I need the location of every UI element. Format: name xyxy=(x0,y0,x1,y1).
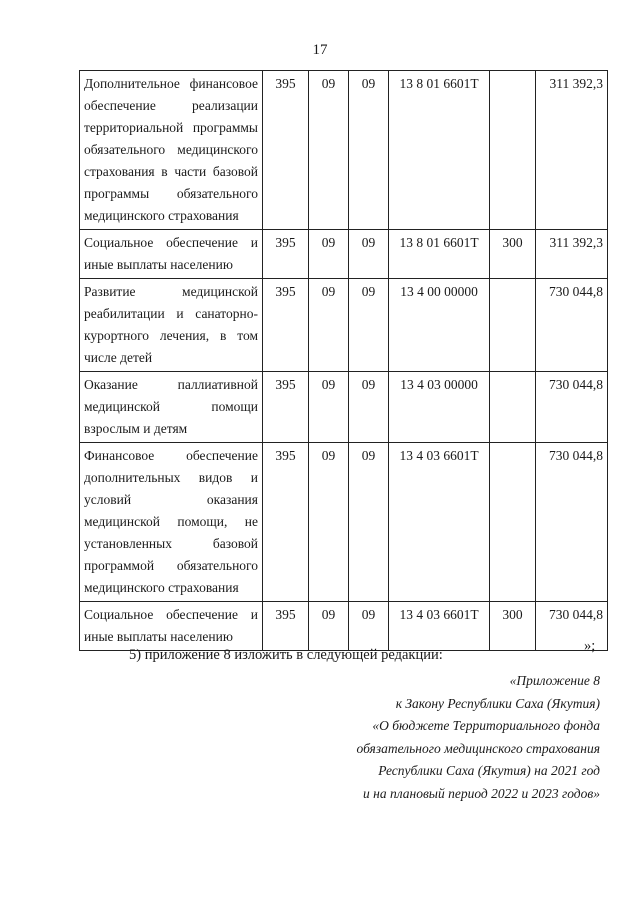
admin-code: 395 xyxy=(263,443,309,602)
target-code: 13 4 03 00000 xyxy=(389,372,490,443)
expense-type xyxy=(490,443,536,602)
amount: 311 392,3 xyxy=(536,71,608,230)
admin-code: 395 xyxy=(263,602,309,651)
expense-type xyxy=(490,372,536,443)
target-code: 13 4 03 6601Т xyxy=(389,602,490,651)
subsection-code: 09 xyxy=(349,602,389,651)
target-code: 13 4 00 00000 xyxy=(389,279,490,372)
expense-type xyxy=(490,279,536,372)
appendix-header xyxy=(280,670,600,805)
admin-code: 395 xyxy=(263,71,309,230)
row-name: Дополнительное финансовое обеспечение реализации территориальной программы обязательного медицинского страхования в части базовой программы обязательного медицинского страхования xyxy=(80,71,263,230)
amount: 730 044,8 xyxy=(536,443,608,602)
closing-quote: »; xyxy=(584,638,596,654)
section-code: 09 xyxy=(309,279,349,372)
table-row xyxy=(80,230,608,279)
amount: 730 044,8 xyxy=(536,602,608,651)
subsection-code: 09 xyxy=(349,279,389,372)
subsection-code: 09 xyxy=(349,443,389,602)
expense-type: 300 xyxy=(490,230,536,279)
expense-type: 300 xyxy=(490,602,536,651)
section-code: 09 xyxy=(309,602,349,651)
target-code: 13 8 01 6601Т xyxy=(389,71,490,230)
row-name: Оказание паллиативной медицинской помощи взрослым и детям xyxy=(80,372,263,443)
subsection-code: 09 xyxy=(349,230,389,279)
table-row xyxy=(80,279,608,372)
admin-code: 395 xyxy=(263,372,309,443)
table-row xyxy=(80,71,608,230)
row-name: Развитие медицинской реабилитации и санаторно-курортного лечения, в том числе детей xyxy=(80,279,263,372)
amount: 311 392,3 xyxy=(536,230,608,279)
appendix-line: «О бюджете Территориального фонда xyxy=(372,718,600,733)
row-name: Финансовое обеспечение дополнительных видов и условий оказания медицинской помощи, не установленных базовой программой обязательного медицинского страхования xyxy=(80,443,263,602)
budget-table xyxy=(79,70,608,651)
subsection-code: 09 xyxy=(349,372,389,443)
row-name: Социальное обеспечение и иные выплаты населению xyxy=(80,230,263,279)
section-code: 09 xyxy=(309,372,349,443)
row-name: Социальное обеспечение и иные выплаты населению xyxy=(80,602,263,651)
amount: 730 044,8 xyxy=(536,279,608,372)
section-code: 09 xyxy=(309,71,349,230)
admin-code: 395 xyxy=(263,279,309,372)
target-code: 13 4 03 6601Т xyxy=(389,443,490,602)
appendix-line: и на плановый период 2022 и 2023 годов» xyxy=(363,785,600,801)
appendix-line: Республики Саха (Якутия) на 2021 год xyxy=(378,763,600,778)
appendix-line: «Приложение 8 xyxy=(509,673,600,688)
page-number: 17 xyxy=(312,42,328,58)
section-code: 09 xyxy=(309,230,349,279)
appendix-line: к Закону Республики Саха (Якутия) xyxy=(395,695,600,711)
subsection-code: 09 xyxy=(349,71,389,230)
admin-code: 395 xyxy=(263,230,309,279)
table-row xyxy=(80,372,608,443)
table-row xyxy=(80,602,608,651)
amount: 730 044,8 xyxy=(536,372,608,443)
appendix-line: обязательного медицинского страхования xyxy=(356,740,600,756)
target-code: 13 8 01 6601Т xyxy=(389,230,490,279)
expense-type xyxy=(490,71,536,230)
table-row xyxy=(80,443,608,602)
section-code: 09 xyxy=(309,443,349,602)
amendment-instruction: 5) приложение 8 изложить в следующей редакции: xyxy=(129,647,443,663)
